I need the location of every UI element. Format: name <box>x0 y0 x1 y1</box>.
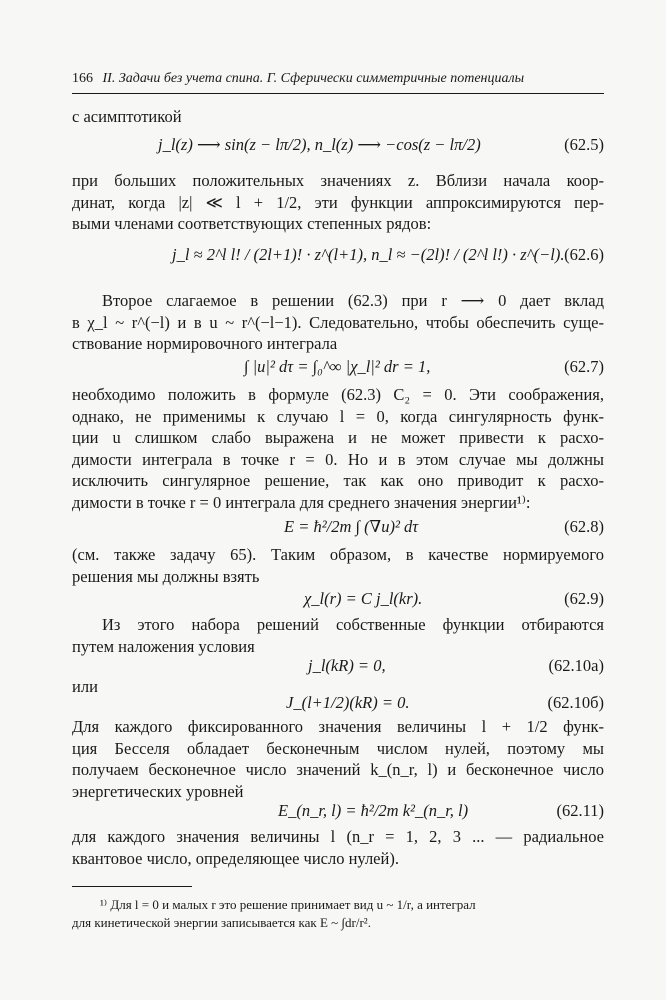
paragraph-1-line: динат, когда |z| ≪ l + 1/2, эти функции аппроксимируются пер- <box>72 192 604 212</box>
paragraph-6-line: получаем бесконечное число значений k_(n_r, l) и бесконечное число <box>72 760 604 779</box>
equation-62-10b-number: (62.10б) <box>547 693 604 712</box>
footnote <box>72 896 604 932</box>
equation-62-5-formula: j_l(z) ⟶ sin(z − lπ/2), n_l(z) ⟶ −cos(z − lπ/2) <box>158 135 481 154</box>
equation-62-5-number: (62.5) <box>564 135 604 154</box>
paragraph-6-line: Для каждого фиксированного значения величины l + 1/2 функ- <box>72 717 604 736</box>
paragraph-2-line: ствование нормировочного интеграла <box>72 334 338 353</box>
equation-62-9-formula: χ_l(r) = C j_l(kr). <box>304 589 423 608</box>
paragraph-5 <box>72 614 604 657</box>
paragraph-6-line: ция Бесселя обладает бесконечным числом нулей, поэтому мы <box>72 738 604 758</box>
equation-62-10a-formula: j_l(kR) = 0, <box>308 656 386 675</box>
intro-text: с асимптотикой <box>72 107 182 126</box>
paragraph-4-line: решения мы должны взять <box>72 566 260 586</box>
page-number: 166 <box>72 71 93 86</box>
paragraph-3-line: ции u слишком слабо выражена и не может привести к расхо- <box>72 428 604 447</box>
paragraph-1-line: при больших положительных значениях z. Вблизи начала коор- <box>72 171 604 190</box>
paragraph-3-line: необходимо положить в формуле (62.3) C₂ = 0. Эти соображения, <box>72 385 604 404</box>
equation-62-6-formula: j_l ≈ 2^l l! / (2l+1)! · z^(l+1), n_l ≈ −(2l)! / (2^l l!) · z^(−l). <box>172 245 565 264</box>
paragraph-4-line: (см. также задачу 65). Таким образом, в качестве нормируемого <box>72 545 604 564</box>
paragraph-7-line: для каждого значения величины l (n_r = 1, 2, 3 ... — радиальное <box>72 827 604 846</box>
paragraph-5-line: путем наложения условия <box>72 636 255 656</box>
paragraph-7 <box>72 826 604 869</box>
footnote-separator <box>72 886 192 887</box>
paragraph-5-line: Из этого набора решений собственные функции отбираются <box>102 615 604 634</box>
equation-62-11-number: (62.11) <box>556 801 604 820</box>
paragraph-3-line: димости интеграла в точке r = 0. Но и в этом случае мы должны <box>72 449 604 469</box>
paragraph-4 <box>72 544 604 587</box>
paragraph-2-line: Второе слагаемое в решении (62.3) при r ⟶ 0 дает вклад <box>102 291 604 310</box>
equation-62-6-number: (62.6) <box>564 245 604 264</box>
footnote-line: для кинетической энергии записывается как E ~ ∫dr/r². <box>72 915 371 930</box>
equation-62-7-number: (62.7) <box>564 357 604 376</box>
paragraph-6 <box>72 716 604 802</box>
running-header <box>72 68 604 94</box>
paragraph-2 <box>72 290 604 355</box>
equation-62-10b-formula: J_(l+1/2)(kR) = 0. <box>286 693 410 712</box>
running-title: II. Задачи без учета спина. Г. Сферически симметричные потенциалы <box>102 71 525 86</box>
paragraph-3-line: димости в точке r = 0 интеграла для среднего значения энергии¹⁾: <box>72 492 531 512</box>
paragraph-6-line: энергетических уровней <box>72 781 244 801</box>
equation-62-11-formula: E_(n_r, l) = ħ²/2m k²_(n_r, l) <box>278 801 469 820</box>
paragraph-1 <box>72 170 604 235</box>
paragraph-3-line: исключить сингулярное решение, так как оно приводит к расхо- <box>72 471 604 490</box>
equation-62-10a-number: (62.10а) <box>548 656 604 675</box>
paragraph-1-line: выми членами соответствующих степенных рядов: <box>72 214 432 233</box>
paragraph-3 <box>72 384 604 513</box>
equation-62-9-number: (62.9) <box>564 589 604 608</box>
equation-62-8-number: (62.8) <box>564 517 604 536</box>
paragraph-2-line: в χ_l ~ r^(−l) и в u ~ r^(−l−1). Следовательно, чтобы обеспечить суще- <box>72 312 604 332</box>
equation-62-7-formula: ∫ |u|² dτ = ∫₀^∞ |χ_l|² dr = 1, <box>244 357 431 376</box>
paragraph-7-line: квантовое число, определяющее число нулей). <box>72 848 399 868</box>
word-or: или <box>72 677 98 696</box>
paragraph-3-line: однако, не применимы к случаю l = 0, когда сингулярность функ- <box>72 406 604 426</box>
equation-62-5 <box>72 128 604 172</box>
equation-62-6 <box>72 238 604 282</box>
equation-62-8-formula: E = ħ²/2m ∫ (∇u)² dτ <box>284 517 419 536</box>
footnote-line: ¹⁾ Для l = 0 и малых r это решение принимает вид u ~ 1/r, а интеграл <box>100 897 476 912</box>
